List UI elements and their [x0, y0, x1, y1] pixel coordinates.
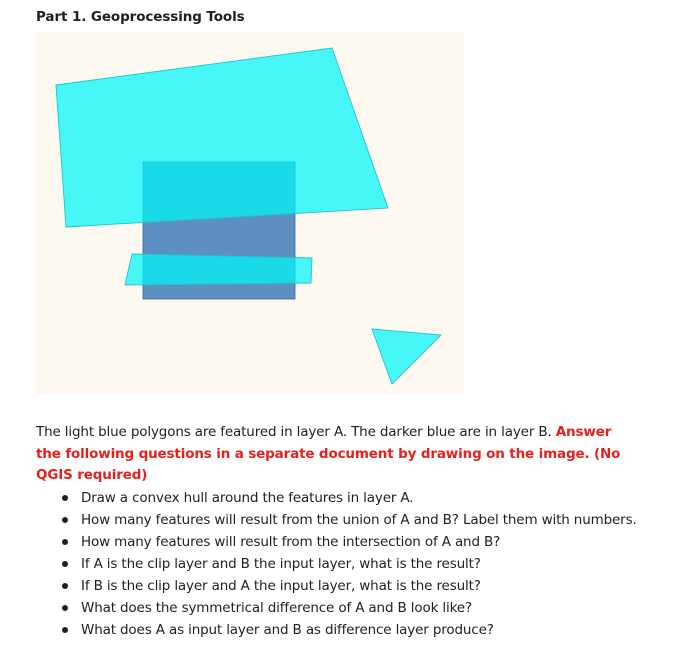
- question-item: [62, 575, 637, 597]
- question-item: [62, 619, 637, 641]
- questions-list: [62, 487, 637, 641]
- bullet-icon: [62, 539, 68, 545]
- question-item: [62, 531, 637, 553]
- question-text: What does the symmetrical difference of A and B look like?: [81, 600, 472, 616]
- question-item: [62, 487, 637, 509]
- question-text: How many features will result from the union of A and B? Label them with numbers.: [81, 512, 637, 528]
- question-text: If B is the clip layer and A the input layer, what is the result?: [81, 578, 481, 594]
- description-instruction: Answer the following questions in a separate document by drawing on the image. (No QGIS required): [36, 424, 621, 483]
- question-text: If A is the clip layer and B the input layer, what is the result?: [81, 556, 481, 572]
- bullet-icon: [62, 583, 68, 589]
- question-item: [62, 553, 637, 575]
- question-text: How many features will result from the intersection of A and B?: [81, 534, 501, 550]
- description-paragraph: [36, 422, 636, 487]
- polygon-layers-map: [36, 32, 464, 394]
- bullet-icon: [62, 561, 68, 567]
- bullet-icon: [62, 517, 68, 523]
- description-intro: The light blue polygons are featured in layer A. The darker blue are in layer B.: [36, 424, 556, 440]
- bullet-icon: [62, 605, 68, 611]
- question-text: Draw a convex hull around the features in layer A.: [81, 490, 414, 506]
- question-item: [62, 509, 637, 531]
- question-text: What does A as input layer and B as difference layer produce?: [81, 622, 494, 638]
- section-heading: Part 1. Geoprocessing Tools: [36, 9, 245, 25]
- bullet-icon: [62, 627, 68, 633]
- bullet-icon: [62, 495, 68, 501]
- layer-a-strip-polygon: [125, 254, 312, 285]
- polygon-layers-figure: [36, 32, 464, 394]
- question-item: [62, 597, 637, 619]
